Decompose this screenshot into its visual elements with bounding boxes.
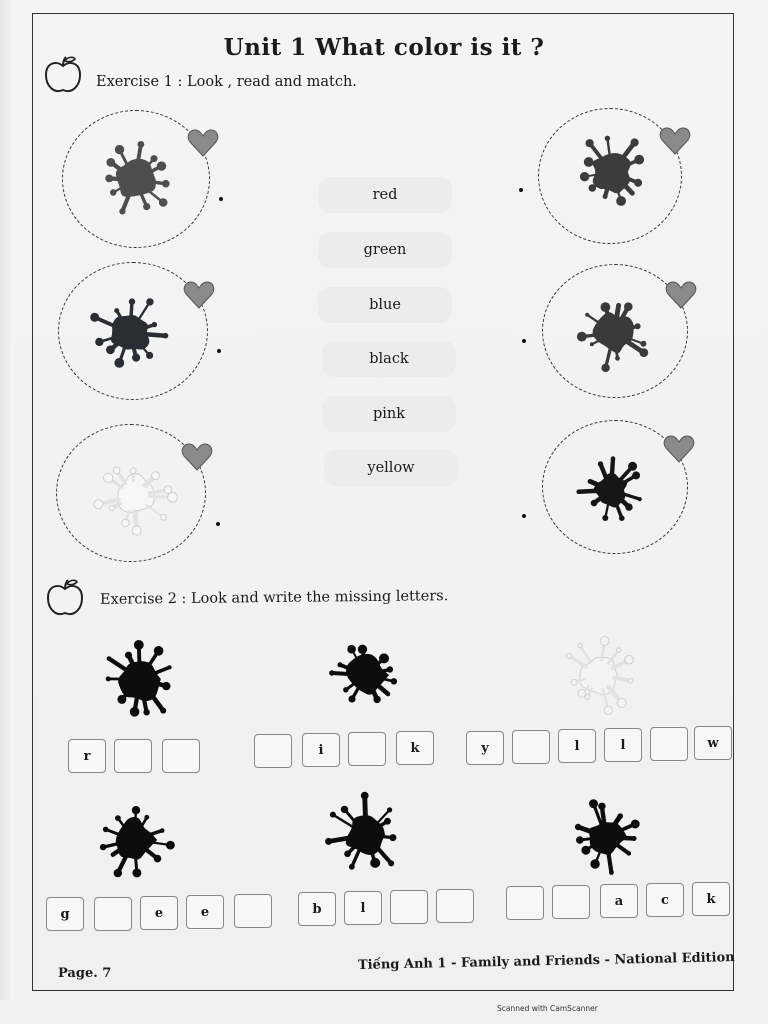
letter-box[interactable]: k (396, 731, 434, 765)
letter-box[interactable] (234, 894, 272, 928)
letter-box[interactable]: k (692, 882, 730, 916)
word-red: red (318, 177, 452, 213)
exercise1-title: Exercise 1 : Look , read and match. (96, 74, 357, 90)
letter-box[interactable] (512, 730, 550, 764)
heart-icon (664, 278, 698, 312)
splat-black (320, 632, 412, 718)
match-dot[interactable] (522, 339, 526, 343)
letter-box[interactable] (348, 732, 386, 766)
splat-white (552, 632, 646, 718)
splat-gray (568, 290, 660, 376)
letter-box[interactable] (114, 739, 152, 773)
match-dot[interactable] (522, 514, 526, 518)
heart-icon (182, 278, 216, 312)
letter-box[interactable]: e (186, 895, 224, 929)
letter-box[interactable] (552, 885, 590, 919)
book-title: Tiếng Anh 1 - Family and Friends - National Edition (357, 950, 735, 973)
letter-box[interactable]: r (68, 739, 106, 773)
letter-box[interactable]: i (302, 733, 340, 767)
word-green: green (318, 232, 452, 268)
letter-box[interactable]: g (46, 897, 84, 931)
splat-gray (564, 128, 660, 216)
match-dot[interactable] (519, 188, 523, 192)
splat-white (86, 452, 182, 540)
match-dot[interactable] (216, 522, 220, 526)
splat-gray (87, 136, 183, 224)
letter-box[interactable] (390, 890, 428, 924)
page-number: Page. 7 (58, 966, 112, 981)
splat-black (88, 632, 192, 726)
letter-box[interactable]: l (344, 891, 382, 925)
letter-box[interactable]: l (604, 728, 642, 762)
splat-black (318, 790, 414, 880)
splat-dark (80, 288, 180, 378)
match-dot[interactable] (219, 197, 223, 201)
heart-icon (186, 126, 220, 160)
match-dot[interactable] (217, 349, 221, 353)
letter-box[interactable] (650, 727, 688, 761)
letter-box[interactable]: w (694, 726, 732, 760)
splat-black (564, 796, 648, 878)
apple-icon (44, 576, 86, 620)
scan-edge (0, 0, 14, 1000)
letter-box[interactable] (254, 734, 292, 768)
splat-black (86, 796, 182, 884)
letter-box[interactable] (94, 897, 132, 931)
apple-icon (42, 54, 84, 96)
letter-box[interactable] (436, 889, 474, 923)
word-yellow: yellow (324, 450, 458, 486)
heart-icon (662, 432, 696, 466)
letter-box[interactable]: e (140, 896, 178, 930)
letter-box[interactable]: b (298, 892, 336, 926)
exercise2-title: Exercise 2 : Look and write the missing letters. (99, 588, 449, 608)
word-blue: blue (318, 287, 452, 323)
page-title: Unit 1 What color is it ? (223, 34, 545, 61)
letter-box[interactable]: c (646, 883, 684, 917)
word-black: black (322, 341, 456, 377)
letter-box[interactable] (162, 739, 200, 773)
heart-icon (658, 124, 692, 158)
letter-box[interactable]: y (466, 731, 504, 765)
word-pink: pink (322, 396, 456, 432)
scanner-watermark: Scanned with CamScanner (497, 1004, 598, 1013)
letter-box[interactable]: a (600, 884, 638, 918)
heart-icon (180, 440, 214, 474)
splat-black (574, 452, 648, 528)
letter-box[interactable] (506, 886, 544, 920)
letter-box[interactable]: l (558, 729, 596, 763)
